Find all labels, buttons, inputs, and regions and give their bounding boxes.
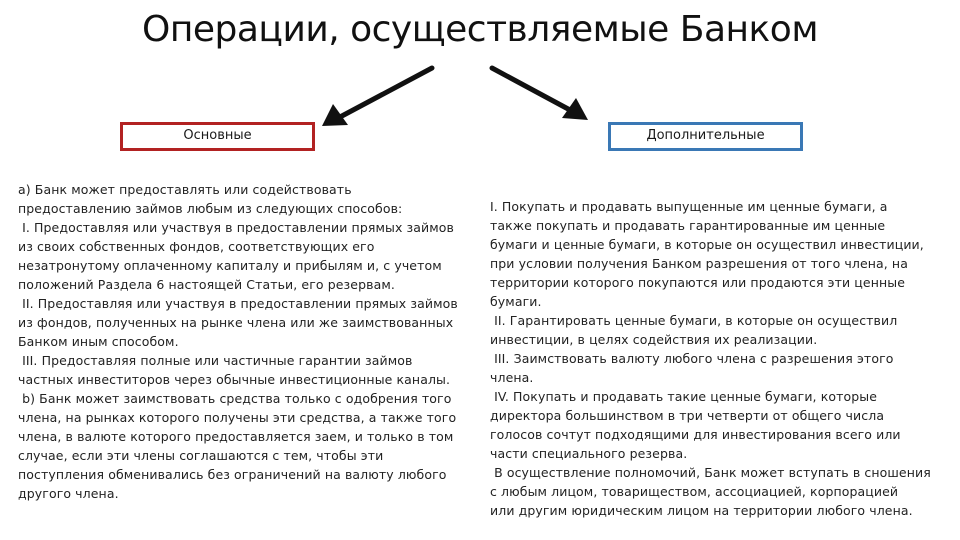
text-line: III. Предоставляя полные или частичные гарантии займов [18,353,413,368]
text-line: территории которого покупаются или продаются эти ценные [490,275,905,290]
left-arrow-icon [322,68,432,126]
additional-operations-text [490,197,935,520]
text-line: I. Покупать и продавать выпущенные им ценные бумаги, а [490,199,888,214]
text-line: члена. [490,370,534,385]
text-line: также покупать и продавать гарантированные им ценные [490,218,886,233]
text-line: положений Раздела 6 настоящей Статьи, его резервам. [18,277,395,292]
text-line: частных инвеститоров через обычные инвестиционные каналы. [18,372,451,387]
basic-operations-box: Основные [120,122,315,151]
basic-operations-text [18,180,468,503]
text-line: директора большинством в три четверти от общего числа [490,408,885,423]
text-line: II. Предоставляя или участвуя в предоставлении прямых займов [18,296,458,311]
page-title: Операции, осуществляемые Банком [142,9,818,50]
right-arrow-icon [492,68,588,120]
additional-operations-box: Дополнительные [608,122,803,151]
text-line: голосов сочтут подходящими для инвестирования всего или [490,427,901,442]
text-line: члена, на рынках которого получены эти средства, а также того [18,410,457,425]
text-line: b) Банк может заимствовать средства только с одобрения того [18,391,452,406]
text-line: при условии получения Банком разрешения от того члена, на [490,256,908,271]
text-line: случае, если эти члены соглашаются с тем, чтобы эти [18,448,384,463]
text-line: части специального резерва. [490,446,688,461]
text-line: незатронутому оплаченному капиталу и прибылям и, с учетом [18,258,442,273]
text-line: III. Заимствовать валюту любого члена с разрешения этого [490,351,894,366]
text-line: Банком иным способом. [18,334,179,349]
text-line: предоставлению займов любым из следующих способов: [18,201,403,216]
text-line: бумаги. [490,294,542,309]
text-line: или другим юридическим лицом на территории любого члена. [490,503,913,518]
text-line: IV. Покупать и продавать такие ценные бумаги, которые [490,389,878,404]
text-line: из фондов, полученных на рынке члена или же заимствованных [18,315,454,330]
text-line: бумаги и ценные бумаги, в которые он осуществил инвестиции, [490,237,924,252]
text-line: В осуществление полномочий, Банк может вступать в сношения [490,465,931,480]
text-line: инвестиции, в целях содействия их реализации. [490,332,818,347]
text-line: члена, в валюте которого предоставляется заем, и только в том [18,429,454,444]
text-line: из своих собственных фондов, соответствующих его [18,239,375,254]
text-line: I. Предоставляя или участвуя в предоставлении прямых займов [18,220,455,235]
text-line: другого члена. [18,486,119,501]
text-line: поступления обменивались без ограничений на валюту любого [18,467,447,482]
text-line: с любым лицом, товариществом, ассоциацией, корпорацией [490,484,899,499]
text-line: II. Гарантировать ценные бумаги, в которые он осуществил [490,313,898,328]
text-line: а) Банк может предоставлять или содействовать [18,182,352,197]
